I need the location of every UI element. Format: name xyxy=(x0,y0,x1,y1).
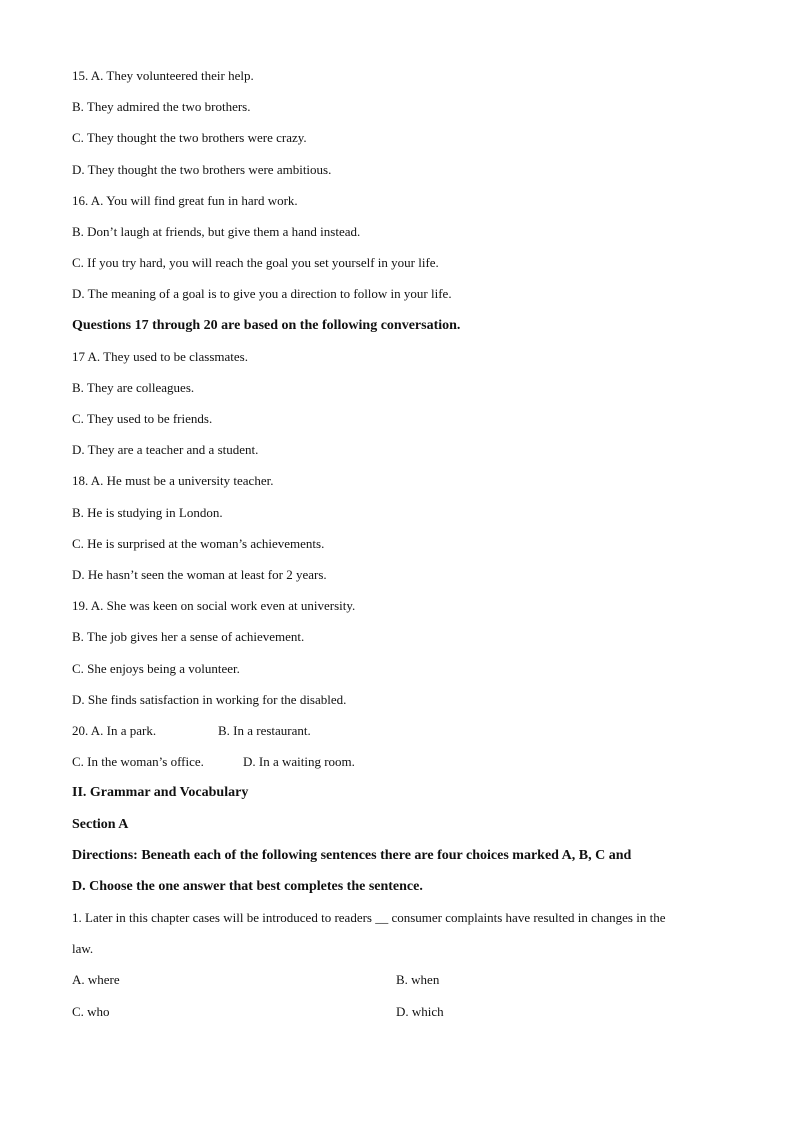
q17-option-d: D. They are a teacher and a student. xyxy=(72,442,259,458)
directions-line-1: Directions: Beneath each of the following sentences there are four choices marked A, B, C and xyxy=(72,847,632,863)
directions-line-2: D. Choose the one answer that best completes the sentence. xyxy=(72,878,423,894)
q15-option-a: 15. A. They volunteered their help. xyxy=(72,68,254,83)
q15-option-d: D. They thought the two brothers were ambitious. xyxy=(72,161,332,177)
q15-option-c: C. They thought the two brothers were crazy. xyxy=(72,130,307,146)
q19-option-a: 19. A. She was keen on social work even at university. xyxy=(72,598,356,614)
q1-options-row-1 xyxy=(72,968,724,999)
q20-row-1 xyxy=(72,719,724,750)
q19-option-d: D. She finds satisfaction in working for the disabled. xyxy=(72,691,347,707)
q1-option-d: D. which xyxy=(396,1003,444,1019)
q16-option-c: C. If you try hard, you will reach the goal you set yourself in your life. xyxy=(72,255,439,271)
q20-option-c: C. In the woman’s office. xyxy=(72,754,204,770)
q1-option-b: B. when xyxy=(396,972,440,988)
q20-option-a: 20. A. In a park. xyxy=(72,722,157,738)
q1-stem-line-1: 1. Later in this chapter cases will be introduced to readers __ consumer complaints have resulted in changes in the xyxy=(72,910,666,926)
q18-option-b: B. He is studying in London. xyxy=(72,504,223,520)
q20-option-d: D. In a waiting room. xyxy=(243,754,355,770)
q17-option-c: C. They used to be friends. xyxy=(72,411,213,427)
q1-stem-line-2: law. xyxy=(72,941,94,957)
q20-row-2 xyxy=(72,750,724,781)
q18-option-c: C. He is surprised at the woman’s achievements. xyxy=(72,535,325,551)
q15-option-b: B. They admired the two brothers. xyxy=(72,99,251,115)
section-a-heading: Section A xyxy=(72,816,129,832)
conversation-heading: Questions 17 through 20 are based on the following conversation. xyxy=(72,317,461,333)
q19-option-c: C. She enjoys being a volunteer. xyxy=(72,660,240,676)
q17-option-a: 17 A. They used to be classmates. xyxy=(72,348,248,364)
q18-option-d: D. He hasn’t seen the woman at least for 2 years. xyxy=(72,567,327,582)
part2-heading: II. Grammar and Vocabulary xyxy=(72,785,249,801)
q17-option-b: B. They are colleagues. xyxy=(72,379,195,395)
q18-option-a: 18. A. He must be a university teacher. xyxy=(72,473,274,489)
q20-option-b: B. In a restaurant. xyxy=(218,722,311,738)
q16-option-a: 16. A. You will find great fun in hard work. xyxy=(72,192,298,208)
q19-option-b: B. The job gives her a sense of achievement. xyxy=(72,629,305,645)
q16-option-b: B. Don’t laugh at friends, but give them a hand instead. xyxy=(72,223,361,239)
q1-option-a: A. where xyxy=(72,972,120,988)
q16-option-d: D. The meaning of a goal is to give you a direction to follow in your life. xyxy=(72,286,452,302)
document-page xyxy=(72,64,724,1031)
q1-options-row-2 xyxy=(72,1000,724,1031)
q1-option-c: C. who xyxy=(72,1003,110,1019)
